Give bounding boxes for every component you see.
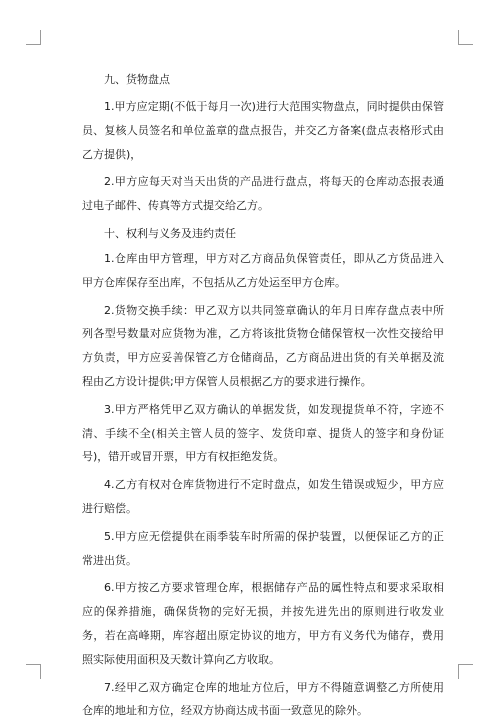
paragraph-rights-2: 2.货物交换手续：甲乙双方以共同签章确认的年月日库存盘点表中所列各型号数量对应货物为准，乙方将该批货物仓储保管权一次性交接给甲方负责，甲方应妥善保管乙方仓储商品，乙方商品进出货的有关单据及流程由乙方设计提供;甲方保管人员根据乙方的要求进行操作。 <box>82 303 444 388</box>
paragraph-rights-5: 5.甲方应无偿提供在雨季装车时所需的保护装置，以便保证乙方的正常进出货。 <box>82 529 444 567</box>
paragraph-inventory-2: 2.甲方应每天对当天出货的产品进行盘点，将每天的仓库动态报表通过电子邮件、传真等方式提交给乙方。 <box>82 175 444 213</box>
crop-mark-top-left <box>26 30 41 45</box>
document-body <box>82 68 444 723</box>
section-heading-inventory: 九、货物盘点 <box>104 73 170 86</box>
paragraph-rights-3: 3.甲方严格凭甲乙双方确认的单据发货，如发现提货单不符，字迹不清、手续不全(相关主管人员的签字、发货印章、提货人的签字和身份证号)，错开或冒开票，甲方有权拒绝发货。 <box>82 402 444 464</box>
crop-mark-bottom-left <box>26 664 41 679</box>
paragraph-inventory-1: 1.甲方应定期(不低于每月一次)进行大范围实物盘点，同时提供由保管员、复核人员签名和单位盖章的盘点报告，并交乙方备案(盘点表格形式由乙方提供)， <box>82 100 444 161</box>
section-heading-rights-obligations: 十、权利与义务及违约责任 <box>104 226 236 240</box>
paragraph-rights-4: 4.乙方有权对仓库货物进行不定时盘点，如发生错误或短少，甲方应进行赔偿。 <box>82 478 444 515</box>
paragraph-rights-6: 6.甲方按乙方要求管理仓库，根据储存产品的属性特点和要求采取相应的保养措施，确保货物的完好无损，并按先进先出的原则进行收发业务，若在高峰期，库容超出原定协议的地方，甲方有义务代为储存，费用照实际使用面积及天数计算向乙方收取。 <box>82 581 444 666</box>
paragraph-rights-1: 1.仓库由甲方管理，甲方对乙方商品负保管责任，即从乙方货品进入甲方仓库保存至出库，不包括从乙方处运至甲方仓库。 <box>82 251 444 289</box>
paragraph-rights-7: 7.经甲乙双方确定仓库的地址方位后，甲方不得随意调整乙方所使用仓库的地址和方位，经双方协商达成书面一致意见的除外。 <box>82 680 444 718</box>
crop-mark-top-right <box>458 30 473 45</box>
crop-mark-bottom-right <box>458 664 473 679</box>
